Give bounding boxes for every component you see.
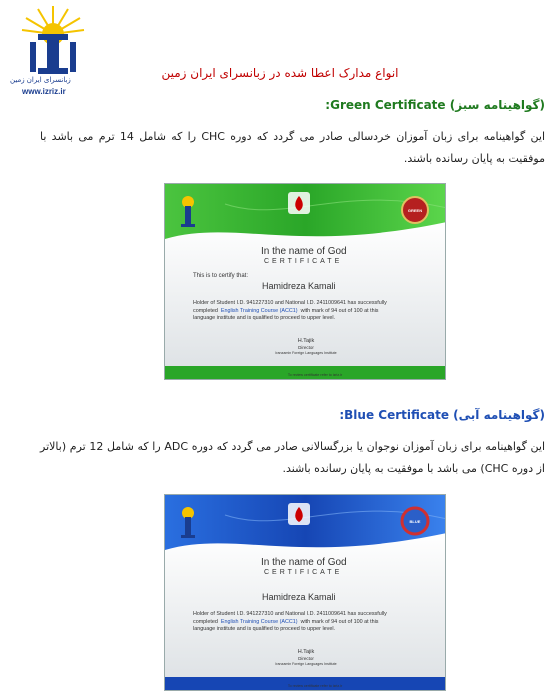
certificate-word: CERTIFICATE	[264, 569, 343, 576]
certificate-word: CERTIFICATE	[264, 258, 343, 265]
green-certificate-description: این گواهینامه برای زبان آموزان خردسالی صادر می گردد که دوره CHC را که شامل 14 ترم می باشد با موفقیت به پایان رسانده باشند.	[40, 130, 546, 165]
iran-emblem-icon	[288, 503, 310, 525]
green-certificate-image	[164, 183, 446, 380]
certificate-heading: In the name of God	[261, 557, 347, 568]
course-name: English Training Course (ACC1)	[220, 307, 298, 314]
badge-label: GREEN	[407, 208, 423, 213]
student-name: Hamidreza Kamali	[262, 592, 336, 602]
certificate-body: Holder of Student I.D. 941227310 and National I.D. 2411009641 has successfully completed English Training Course (ACC1) with mark of 94 out of 100 at this language institute and is qualified to proceed to upper level.	[193, 300, 387, 322]
logo-emblem-icon	[8, 4, 98, 84]
signer-name: H.Tajik	[297, 649, 315, 655]
iran-emblem-icon	[288, 192, 310, 214]
blue-certificate-heading: (گواهینامه آبی) Blue Certificate:	[339, 408, 545, 422]
course-name: English Training Course (ACC1)	[220, 618, 298, 625]
blue-certificate-image	[164, 494, 446, 691]
logo-url: www.izriz.ir	[22, 87, 66, 96]
green-certificate-heading: (گواهینامه سبز) Green Certificate:	[325, 98, 545, 112]
student-name: Hamidreza Kamali	[262, 281, 336, 291]
page-title: انواع مدارک اعطا شده در زبانسرای ایران زمین	[161, 66, 399, 80]
logo-caption: زبانسرای ایران زمین	[10, 76, 71, 84]
signer-name: H.Tajik	[297, 338, 315, 344]
institute-name: Iranzamin Foreign Languages Institute	[275, 351, 337, 355]
institute-name: Iranzamin Foreign Languages Institute	[275, 662, 337, 666]
certificate-heading: In the name of God	[261, 246, 347, 257]
blue-certificate-description: این گواهینامه برای زبان آموزان نوجوان یا بزرگسالانی صادر می گردد که دوره ADC را که شامل 12 ترم (بالاتر از دوره CHC) می باشد با موفقیت به پایان رسانده باشند.	[40, 440, 545, 475]
certificate-footer: To review certificate refer to izriz.ir	[287, 373, 343, 377]
certify-line: This is to certify that:	[193, 273, 249, 279]
certificate-body: Holder of Student I.D. 941227310 and National I.D. 2411009641 has successfully completed English Training Course (ACC1) with mark of 94 out of 100 at this language institute and is qualified to proceed to upper level.	[193, 611, 387, 633]
certificate-footer: To review certificate refer to izriz.ir	[287, 684, 343, 688]
signer-role: Director	[298, 656, 314, 661]
badge-label: BLUE	[409, 519, 421, 524]
signer-role: Director	[298, 345, 314, 350]
